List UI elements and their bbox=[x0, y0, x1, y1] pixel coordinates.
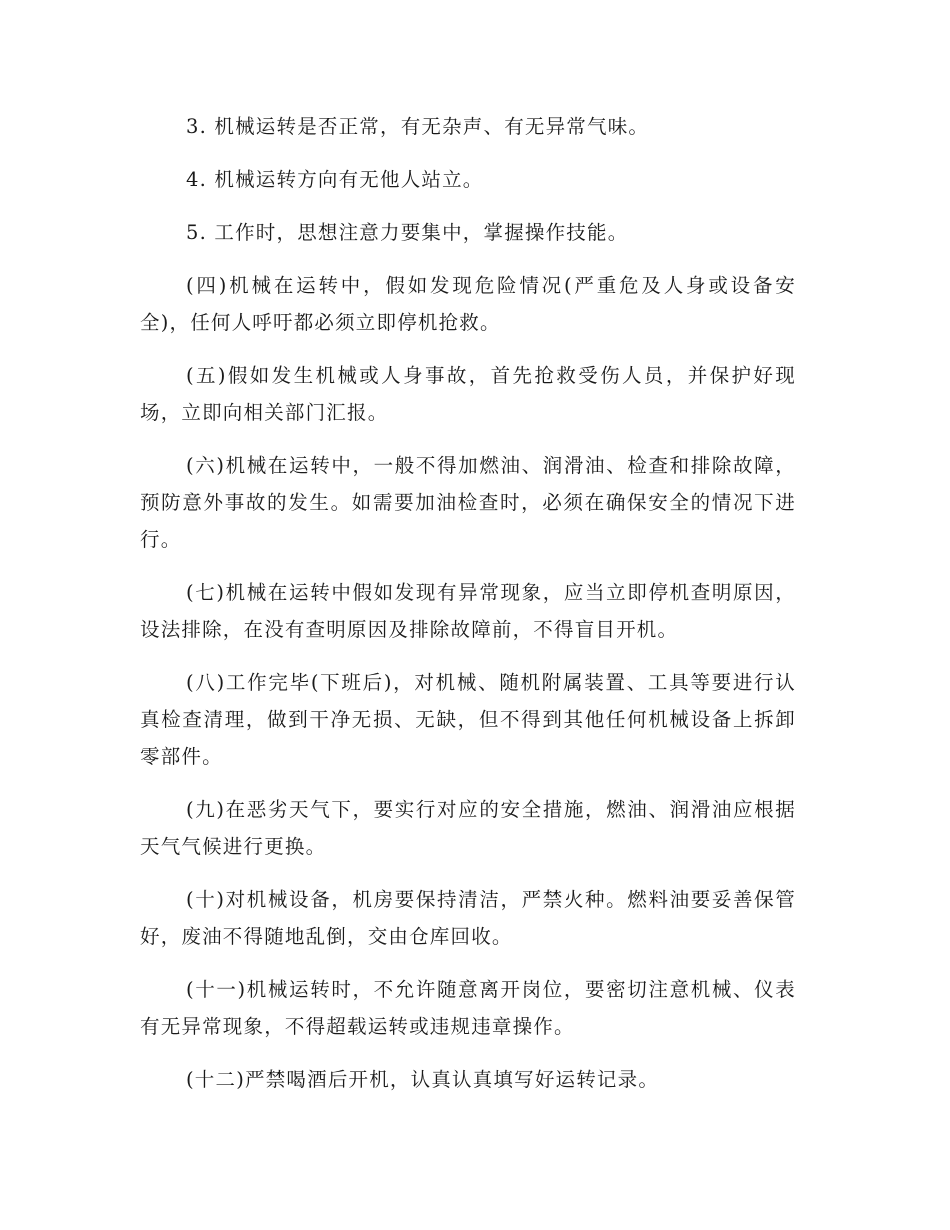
paragraph-section-9: (九)在恶劣天气下，要实行对应的安全措施，燃油、润滑油应根据天气气候进行更换。 bbox=[140, 798, 796, 858]
document-body bbox=[140, 108, 796, 1114]
paragraph-section-12: (十二)严禁喝酒后开机，认真认真填写好运转记录。 bbox=[186, 1068, 660, 1091]
paragraph-section-10: (十)对机械设备，机房要保持清洁，严禁火种。燃料油要妥善保管好，废油不得随地乱倒，交由仓库回收。 bbox=[140, 888, 796, 948]
paragraph-section-4: (四)机械在运转中，假如发现危险情况(严重危及人身或设备安全)，任何人呼吁都必须立即停机抢救。 bbox=[140, 274, 796, 334]
paragraph-section-8: (八)工作完毕(下班后)，对机械、随机附属装置、工具等要进行认真检查清理，做到干净无损、无缺，但不得到其他任何机械设备上拆卸零部件。 bbox=[140, 671, 796, 768]
paragraph-section-7: (七)机械在运转中假如发现有异常现象，应当立即停机查明原因，设法排除，在没有查明原因及排除故障前，不得盲目开机。 bbox=[140, 581, 796, 641]
paragraph-section-6: (六)机械在运转中，一般不得加燃油、润滑油、检查和排除故障，预防意外事故的发生。如需要加油检查时，必须在确保安全的情况下进行。 bbox=[140, 454, 796, 551]
paragraph-item-4: 4. 机械运转方向有无他人站立。 bbox=[186, 168, 484, 191]
paragraph-item-3: 3. 机械运转是否正常，有无杂声、有无异常气味。 bbox=[186, 115, 650, 138]
paragraph-item-5: 5. 工作时，思想注意力要集中，掌握操作技能。 bbox=[186, 221, 629, 244]
paragraph-section-5: (五)假如发生机械或人身事故，首先抢救受伤人员，并保护好现场，立即向相关部门汇报。 bbox=[140, 364, 796, 424]
paragraph-section-11: (十一)机械运转时，不允许随意离开岗位，要密切注意机械、仪表有无异常现象，不得超载运转或违规违章操作。 bbox=[140, 978, 796, 1038]
